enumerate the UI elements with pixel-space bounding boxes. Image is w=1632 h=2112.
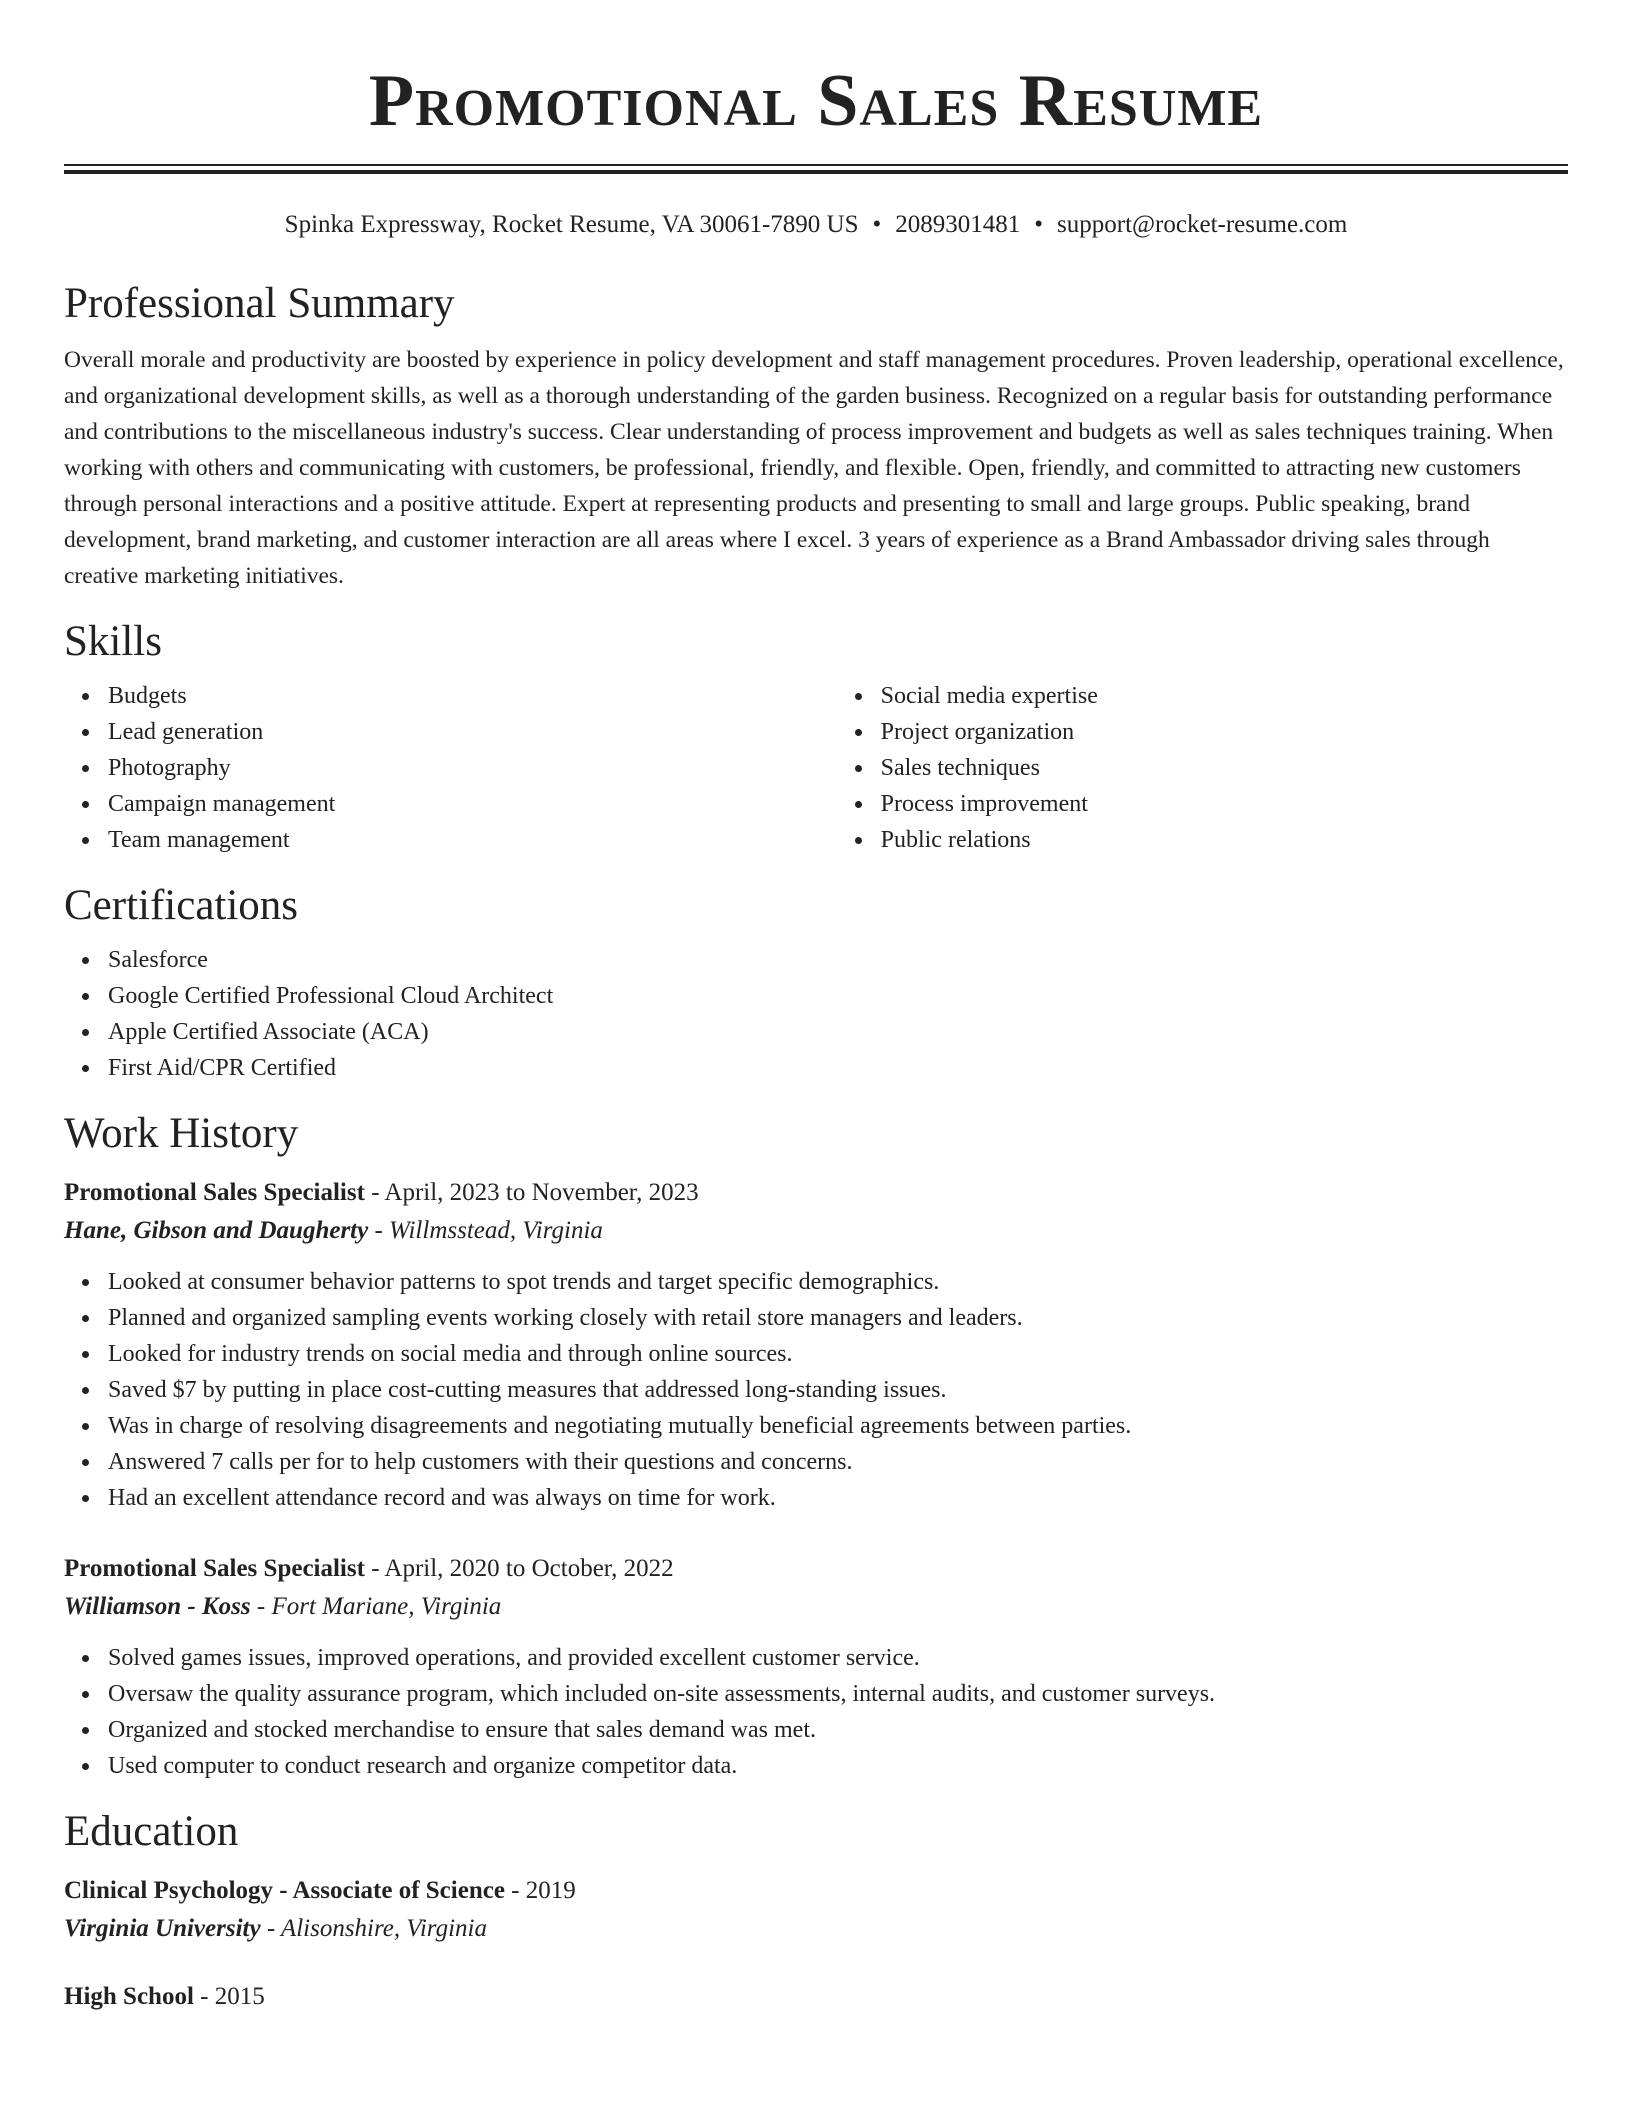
contact-address: Spinka Expressway, Rocket Resume, VA 30061-7890 US [284, 211, 859, 238]
skills-list-left [64, 678, 837, 858]
skill-item: Sales techniques [881, 750, 1568, 786]
contact-phone: 2089301481 [895, 211, 1021, 238]
degree-line [64, 1978, 1568, 2016]
job-dates: - April, 2023 to November, 2023 [364, 1179, 699, 1206]
job-bullet: Was in charge of resolving disagreements and negotiating mutually beneficial agreements between parties. [108, 1408, 1568, 1444]
degree-name: Clinical Psychology - Associate of Science [64, 1877, 505, 1904]
title-double-rule [64, 164, 1568, 174]
job-bullets [64, 1264, 1568, 1516]
skill-item: Campaign management [108, 786, 837, 822]
certification-item: Google Certified Professional Cloud Architect [108, 978, 1568, 1014]
contact-separator: • [1034, 211, 1044, 238]
skill-item: Budgets [108, 678, 837, 714]
employer-line [64, 1212, 1568, 1250]
skill-item: Photography [108, 750, 837, 786]
school-name: Virginia University [64, 1915, 261, 1942]
job-bullet: Had an excellent attendance record and was always on time for work. [108, 1480, 1568, 1516]
contact-email: support@rocket-resume.com [1057, 211, 1348, 238]
work-history-heading: Work History [64, 1110, 299, 1157]
degree-year: - 2015 [193, 1983, 265, 2010]
job-bullet: Looked at consumer behavior patterns to spot trends and target specific demographics. [108, 1264, 1568, 1300]
skills-grid [64, 678, 1568, 858]
skills-section [64, 616, 1568, 858]
job-entry [64, 1174, 1568, 1516]
job-bullet: Organized and stocked merchandise to ensure that sales demand was met. [108, 1712, 1568, 1748]
job-bullet: Solved games issues, improved operations, and provided excellent customer service. [108, 1640, 1568, 1676]
school-line [64, 1910, 1568, 1948]
job-bullet: Planned and organized sampling events working closely with retail store managers and leaders. [108, 1300, 1568, 1336]
employer-line [64, 1588, 1568, 1626]
certifications-list [64, 942, 1568, 1086]
education-heading: Education [64, 1808, 239, 1855]
contact-separator: • [872, 211, 882, 238]
contact-line [64, 208, 1568, 242]
job-title: Promotional Sales Specialist [64, 1555, 365, 1582]
skill-item: Lead generation [108, 714, 837, 750]
work-history-section [64, 1108, 1568, 1784]
certifications-section [64, 880, 1568, 1086]
job-bullet: Saved $7 by putting in place cost-cutting measures that addressed long-standing issues. [108, 1372, 1568, 1408]
education-section [64, 1806, 1568, 2016]
job-dates: - April, 2020 to October, 2022 [364, 1555, 674, 1582]
job-bullet: Answered 7 calls per for to help customers with their questions and concerns. [108, 1444, 1568, 1480]
skills-heading: Skills [64, 618, 162, 665]
job-title-line [64, 1550, 1568, 1588]
employer-name: Hane, Gibson and Daugherty [64, 1217, 369, 1244]
degree-name: High School [64, 1983, 194, 2010]
school-location: - Alisonshire, Virginia [260, 1915, 487, 1942]
skill-item: Process improvement [881, 786, 1568, 822]
job-entry [64, 1550, 1568, 1784]
degree-year: - 2019 [504, 1877, 576, 1904]
degree-line [64, 1872, 1568, 1910]
certification-item: Apple Certified Associate (ACA) [108, 1014, 1568, 1050]
job-bullets [64, 1640, 1568, 1784]
summary-section [64, 278, 1568, 594]
certification-item: First Aid/CPR Certified [108, 1050, 1568, 1086]
job-bullet: Looked for industry trends on social media and through online sources. [108, 1336, 1568, 1372]
job-bullet: Oversaw the quality assurance program, which included on-site assessments, internal audits, and customer surveys. [108, 1676, 1568, 1712]
summary-heading: Professional Summary [64, 280, 455, 327]
resume-title: Promotional Sales Resume [368, 60, 1264, 142]
certifications-heading: Certifications [64, 882, 299, 929]
certification-item: Salesforce [108, 942, 1568, 978]
employer-name: Williamson - Koss [64, 1593, 251, 1620]
job-title-line [64, 1174, 1568, 1212]
skills-list-right [837, 678, 1568, 858]
employer-location: - Fort Mariane, Virginia [250, 1593, 502, 1620]
skill-item: Social media expertise [881, 678, 1568, 714]
education-entry [64, 1872, 1568, 1948]
education-entry [64, 1978, 1568, 2016]
skill-item: Team management [108, 822, 837, 858]
employer-location: - Willmsstead, Virginia [368, 1217, 603, 1244]
summary-text: Overall morale and productivity are boosted by experience in policy development and staff management procedures. Proven leadership, operational excellence, and organizational development skills, as well as a thorough understanding of the garden business. Recognized on a regular basis for outstanding performance and contributions to the miscellaneous industry's success. Clear understanding of process improvement and budgets as well as sales techniques training. When working with others and communicating with customers, be professional, friendly, and flexible. Open, friendly, and committed to attracting new customers through personal interactions and a positive attitude. Expert at representing products and presenting to small and large groups. Public speaking, brand development, brand marketing, and customer interaction are all areas where I excel. 3 years of experience as a Brand Ambassador driving sales through creative marketing initiatives. [64, 347, 1564, 589]
skill-item: Project organization [881, 714, 1568, 750]
job-bullet: Used computer to conduct research and organize competitor data. [108, 1748, 1568, 1784]
job-title: Promotional Sales Specialist [64, 1179, 365, 1206]
skill-item: Public relations [881, 822, 1568, 858]
